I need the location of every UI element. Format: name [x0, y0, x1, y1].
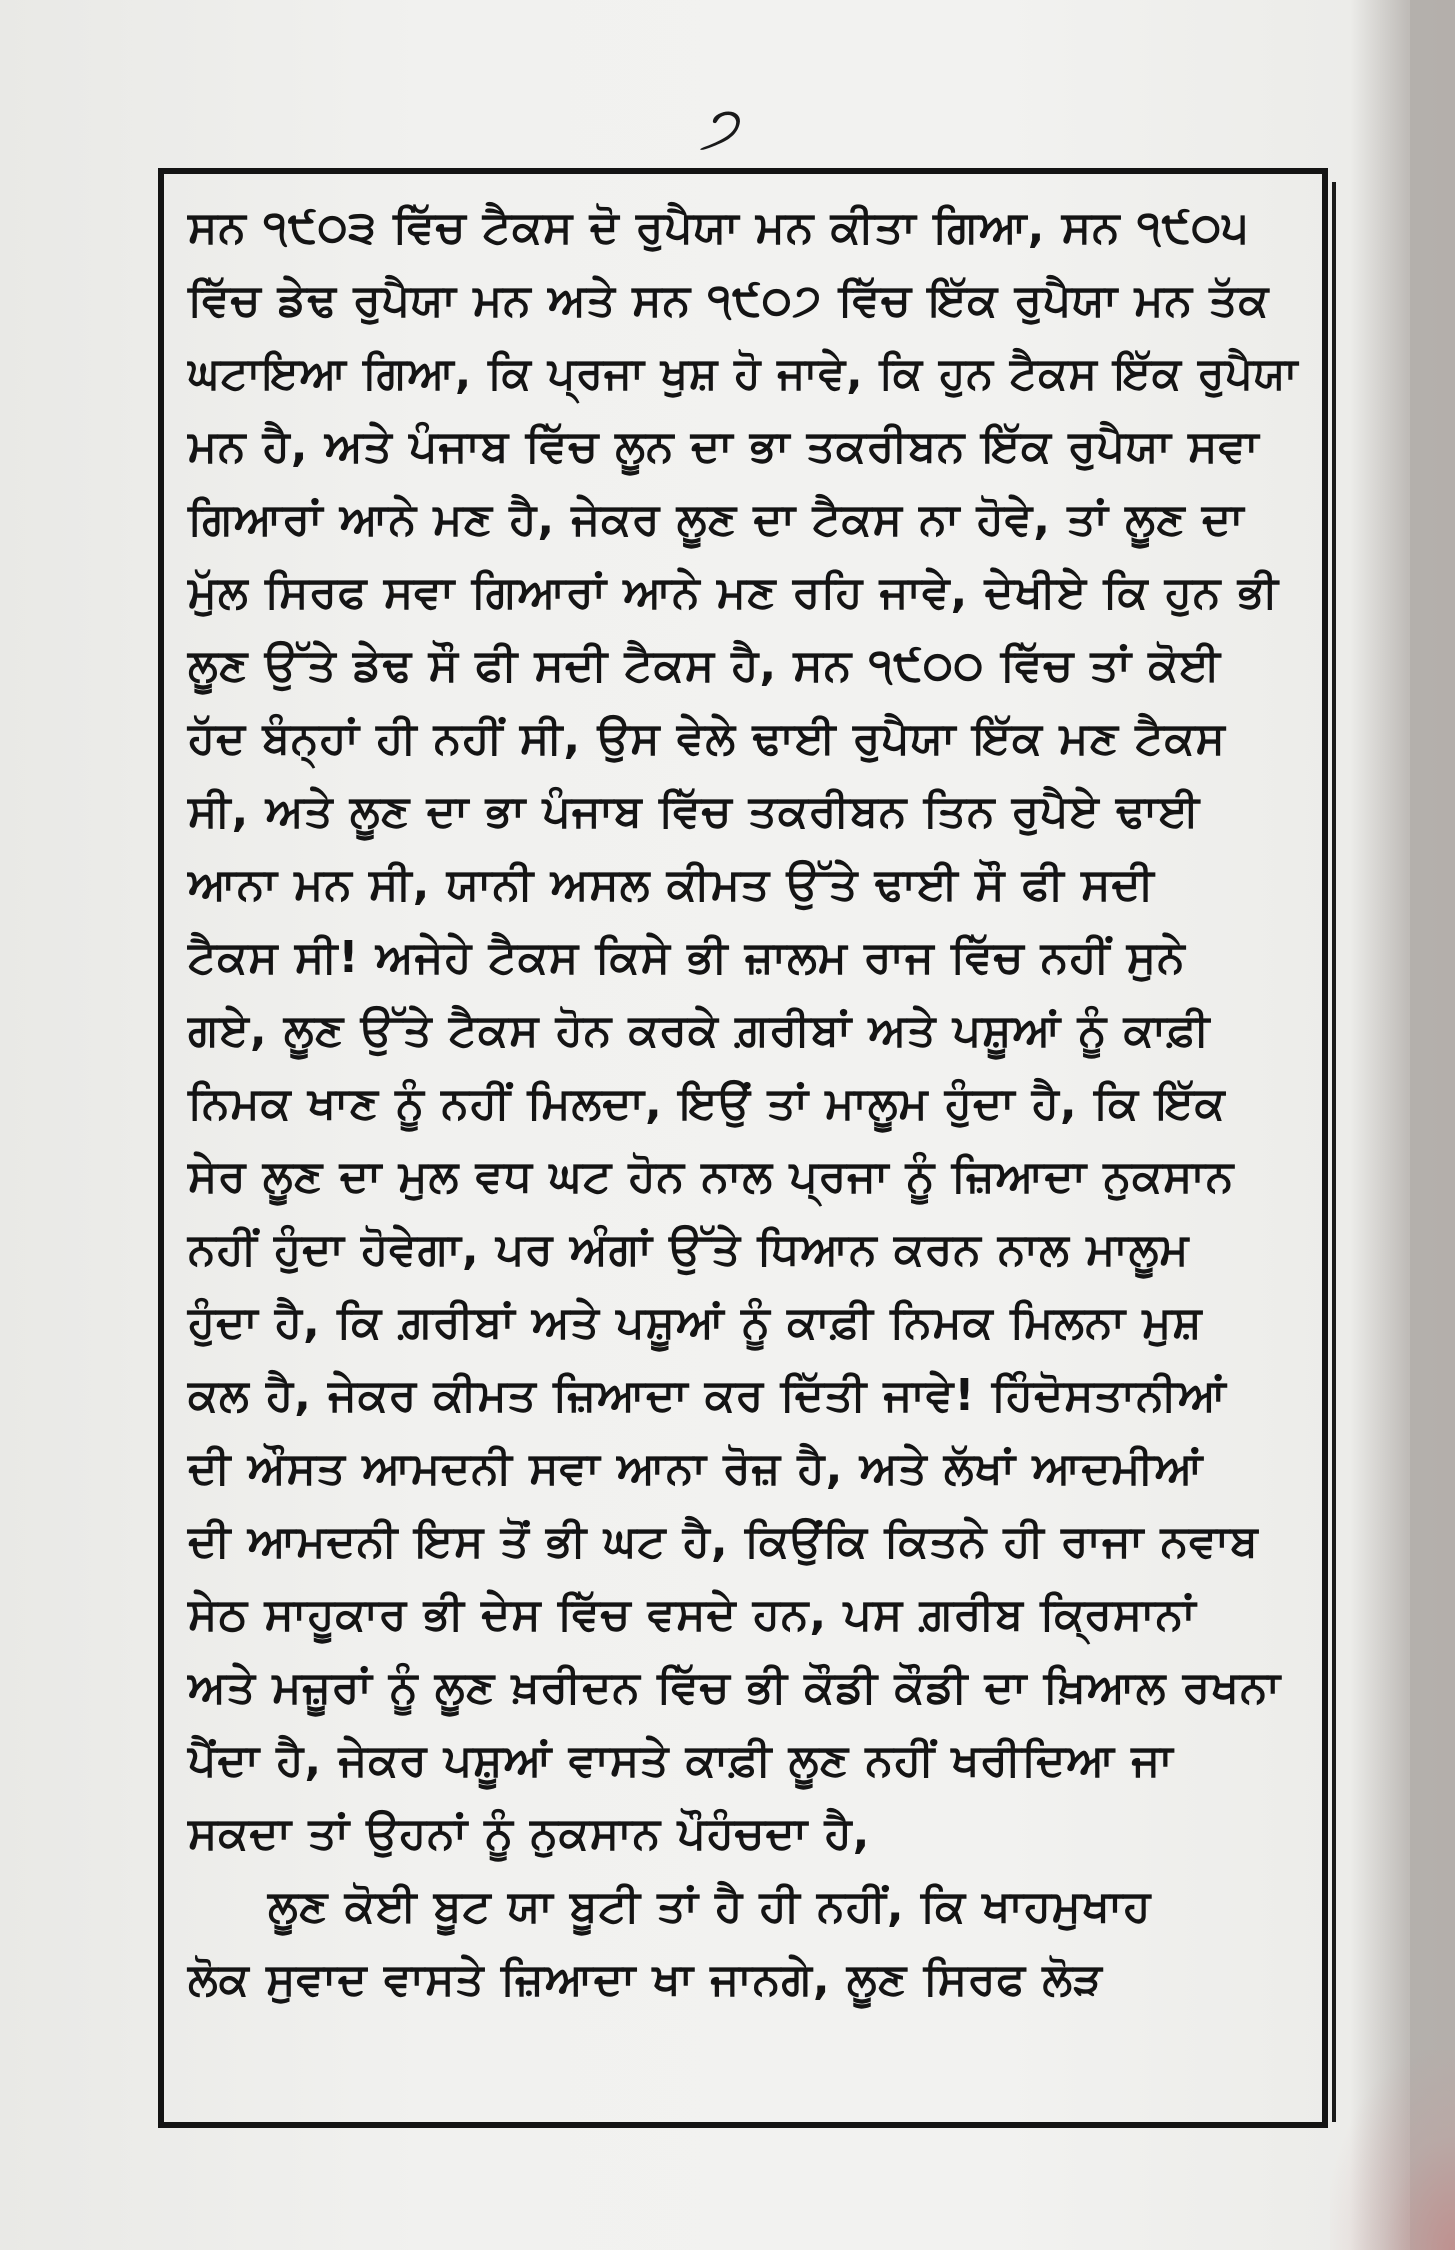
text-line: ਮੁੱਲ ਸਿਰਫ ਸਵਾ ਗਿਆਰਾਂ ਆਨੇ ਮਣ ਰਹਿ ਜਾਵੇ, ਦੇਖੀਏ ਕਿ ਹੁਨ ਭੀ	[188, 567, 1279, 618]
text-line: ਸੀ, ਅਤੇ ਲੂਣ ਦਾ ਭਾ ਪੰਜਾਬ ਵਿੱਚ ਤਕਰੀਬਨ ਤਿਨ ਰੁਪੈਏ ਢਾਈ	[188, 786, 1201, 837]
text-line: ਲੋਕ ਸੁਵਾਦ ਵਾਸਤੇ ਜ਼ਿਆਦਾ ਖਾ ਜਾਨਗੇ, ਲੂਣ ਸਿਰਫ ਲੋੜ	[188, 1954, 1103, 2005]
text-line: ਆਨਾ ਮਨ ਸੀ, ਯਾਨੀ ਅਸਲ ਕੀਮਤ ਉੱਤੇ ਢਾਈ ਸੌ ਫੀ ਸਦੀ	[188, 859, 1155, 910]
text-line: ਗਏ, ਲੂਣ ਉੱਤੇ ਟੈਕਸ ਹੋਨ ਕਰਕੇ ਗ਼ਰੀਬਾਂ ਅਤੇ ਪਸ਼ੂਆਂ ਨੂੰ ਕਾਫ਼ੀ	[188, 1005, 1211, 1056]
text-line: ਟੈਕਸ ਸੀ! ਅਜੇਹੇ ਟੈਕਸ ਕਿਸੇ ਭੀ ਜ਼ਾਲਮ ਰਾਜ ਵਿੱਚ ਨਹੀਂ ਸੁਨੇ	[188, 932, 1186, 983]
text-line: ਵਿੱਚ ਡੇਢ ਰੁਪੈਯਾ ਮਨ ਅਤੇ ਸਨ ੧੯੦੭ ਵਿੱਚ ਇੱਕ ਰੁਪੈਯਾ ਮਨ ਤੱਕ	[188, 275, 1270, 326]
text-line: ਲੂਣ ਉੱਤੇ ਡੇਢ ਸੌ ਫੀ ਸਦੀ ਟੈਕਸ ਹੈ, ਸਨ ੧੯੦੦ ਵਿੱਚ ਤਾਂ ਕੋਈ	[188, 640, 1222, 691]
text-line-indented: ਲੂਣ ਕੋਈ ਬੂਟ ਯਾ ਬੂਟੀ ਤਾਂ ਹੈ ਹੀ ਨਹੀਂ, ਕਿ ਖਾਹਮੁਖਾਹ	[268, 1881, 1152, 1932]
text-line: ਸਨ ੧੯੦੩ ਵਿੱਚ ਟੈਕਸ ਦੋ ਰੁਪੈਯਾ ਮਨ ਕੀਤਾ ਗਿਆ, ਸਨ ੧੯੦੫	[188, 202, 1250, 253]
text-line: ਗਿਆਰਾਂ ਆਨੇ ਮਣ ਹੈ, ਜੇਕਰ ਲੂਣ ਦਾ ਟੈਕਸ ਨਾ ਹੋਵੇ, ਤਾਂ ਲੂਣ ਦਾ	[188, 494, 1245, 545]
text-line: ਦੀ ਆਮਦਨੀ ਇਸ ਤੋਂ ਭੀ ਘਟ ਹੈ, ਕਿਉਂਕਿ ਕਿਤਨੇ ਹੀ ਰਾਜਾ ਨਵਾਬ	[188, 1516, 1259, 1567]
text-line: ਦੀ ਔਸਤ ਆਮਦਨੀ ਸਵਾ ਆਨਾ ਰੋਜ਼ ਹੈ, ਅਤੇ ਲੱਖਾਂ ਆਦਮੀਆਂ	[188, 1443, 1204, 1494]
text-line: ਸੇਠ ਸਾਹੂਕਾਰ ਭੀ ਦੇਸ ਵਿੱਚ ਵਸਦੇ ਹਨ, ਪਸ ਗ਼ਰੀਬ ਕ੍ਰਿਸਾਨਾਂ	[188, 1589, 1197, 1640]
text-line: ਸੇਰ ਲੂਣ ਦਾ ਮੁਲ ਵਧ ਘਟ ਹੋਨ ਨਾਲ ਪ੍ਰਜਾ ਨੂੰ ਜ਼ਿਆਦਾ ਨੁਕਸਾਨ	[188, 1151, 1235, 1202]
page-edge-shadow	[1350, 0, 1455, 2250]
text-line: ਘਟਾਇਆ ਗਿਆ, ਕਿ ਪ੍ਰਜਾ ਖੁਸ਼ ਹੋ ਜਾਵੇ, ਕਿ ਹੁਨ ਟੈਕਸ ਇੱਕ ਰੁਪੈਯਾ	[188, 348, 1299, 399]
text-line: ਮਨ ਹੈ, ਅਤੇ ਪੰਜਾਬ ਵਿੱਚ ਲੂਨ ਦਾ ਭਾ ਤਕਰੀਬਨ ਇੱਕ ਰੁਪੈਯਾ ਸਵਾ	[188, 421, 1260, 472]
page-number: ੭	[700, 93, 738, 161]
text-line: ਕਲ ਹੈ, ਜੇਕਰ ਕੀਮਤ ਜ਼ਿਆਦਾ ਕਰ ਦਿੱਤੀ ਜਾਵੇ! ਹਿੰਦੋਸਤਾਨੀਆਂ	[188, 1370, 1227, 1421]
body-text	[188, 200, 1358, 2120]
text-line: ਪੈਂਦਾ ਹੈ, ਜੇਕਰ ਪਸ਼ੂਆਂ ਵਾਸਤੇ ਕਾਫ਼ੀ ਲੂਣ ਨਹੀਂ ਖਰੀਦਿਆ ਜਾ	[188, 1735, 1174, 1786]
text-line: ਹੱਦ ਬੰਨ੍ਹਾਂ ਹੀ ਨਹੀਂ ਸੀ, ਉਸ ਵੇਲੇ ਢਾਈ ਰੁਪੈਯਾ ਇੱਕ ਮਣ ਟੈਕਸ	[188, 713, 1226, 764]
text-line: ਅਤੇ ਮਜ਼ੂਰਾਂ ਨੂੰ ਲੂਣ ਖ਼ਰੀਦਨ ਵਿੱਚ ਭੀ ਕੌਡੀ ਕੌਡੀ ਦਾ ਖ਼ਿਆਲ ਰਖਨਾ	[188, 1662, 1282, 1713]
text-line: ਹੁੰਦਾ ਹੈ, ਕਿ ਗ਼ਰੀਬਾਂ ਅਤੇ ਪਸ਼ੂਆਂ ਨੂੰ ਕਾਫ਼ੀ ਨਿਮਕ ਮਿਲਨਾ ਮੁਸ਼	[188, 1297, 1203, 1348]
text-line: ਸਕਦਾ ਤਾਂ ਉਹਨਾਂ ਨੂੰ ਨੁਕਸਾਨ ਪੌਹੰਚਦਾ ਹੈ,	[188, 1808, 871, 1859]
text-line: ਨਹੀਂ ਹੁੰਦਾ ਹੋਵੇਗਾ, ਪਰ ਅੰਗਾਂ ਉੱਤੇ ਧਿਆਨ ਕਰਨ ਨਾਲ ਮਾਲੂਮ	[188, 1224, 1190, 1275]
text-line: ਨਿਮਕ ਖਾਣ ਨੂੰ ਨਹੀਂ ਮਿਲਦਾ, ਇਉਂ ਤਾਂ ਮਾਲੂਮ ਹੁੰਦਾ ਹੈ, ਕਿ ਇੱਕ	[188, 1078, 1226, 1129]
